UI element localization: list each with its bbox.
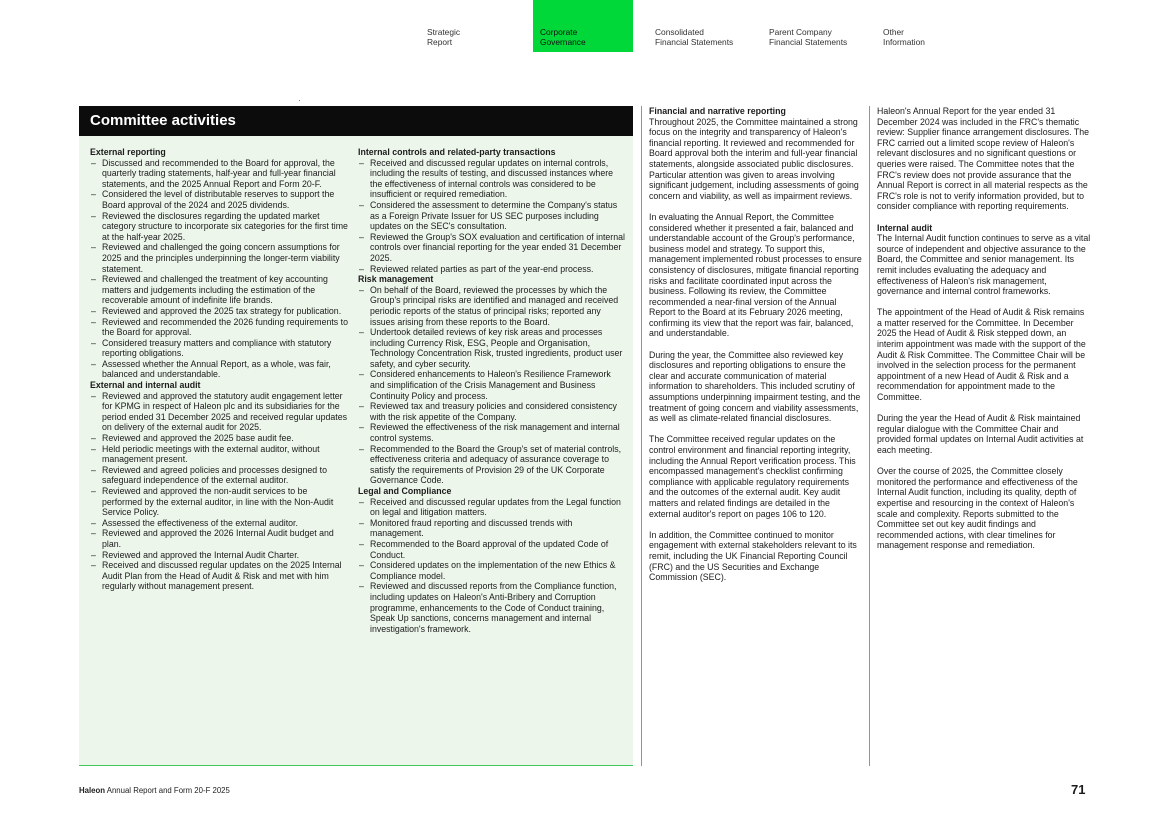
list-item: – Considered enhancements to Haleon's Resilience Framework and simplification of the Crisis Management and Business Continuity Policy and process. (358, 369, 626, 401)
list-item: – Assessed the effectiveness of the external auditor. (90, 518, 348, 529)
list-item: – Reviewed the Group's SOX evaluation and certification of internal controls over financial reporting for the year ended 31 December 2025. (358, 232, 626, 264)
list-item: – Held periodic meetings with the external auditor, without management present. (90, 444, 348, 465)
list-item: – Considered updates on the implementation of the new Ethics & Compliance model. (358, 560, 626, 581)
committee-activities-panel (79, 106, 633, 766)
footer-report-title (79, 786, 230, 795)
section-heading-external-internal-audit: External and internal audit (90, 380, 201, 391)
list-item: – Reviewed related parties as part of the year-end process. (358, 264, 626, 275)
paragraph: The appointment of the Head of Audit & Risk remains a matter reserved for the Committee. In December 2025 the Head of Audit & Risk stepped down, an interim appointment was made with the support of the Audit & Risk Committee. The Committee Chair will be involved in the selection process for the permanent appointment of a new Head of Audit & Risk and a recommendation for appointment made to the Committee. (877, 307, 1086, 403)
paragraph: The Committee received regular updates on the control environment and financial reporting integrity, including the Annual Report verification process. This encompassed management's checklist confirming compliance with applicable regulatory requirements and the outcomes of the external audit. Key audit matters and related findings are detailed in the external auditor's report on pages 106 to 120. (649, 434, 856, 519)
section-heading-external-reporting: External reporting (90, 147, 166, 157)
nav-tab-parent-company-financial-statements[interactable] (762, 0, 872, 52)
nav-tab-label: Parent Company Financial Statements (769, 27, 848, 47)
paragraph: The Internal Audit function continues to serve as a vital source of independent and objective assurance to the Board, the Committee and senior management. Its remit includes evaluating the adequacy and effectiveness of Haleon's risk management, governance and internal control frameworks. (877, 233, 1091, 297)
section-heading-internal-controls: Internal controls and related-party transactions (358, 147, 556, 157)
nav-tab-corporate-governance[interactable] (533, 0, 633, 52)
paragraph: In addition, the Committee continued to monitor engagement with external stakeholders relevant to its remit, including the UK Financial Reporting Council (FRC) and the US Securities and Exchange Commission (SEC). (649, 529, 857, 583)
decorative-dot (299, 100, 300, 101)
list-item: – Reviewed the disclosures regarding the updated market category structure to incorporate six categories for the first time at the half-year 2025. (90, 211, 348, 243)
nav-tab-consolidated-financial-statements[interactable] (648, 0, 758, 52)
list-item: – Assessed whether the Annual Report, as a whole, was fair, balanced and understandable. (90, 359, 348, 380)
paragraph: During the year the Head of Audit & Risk maintained regular dialogue with the Committee Chair and provided formal updates on Internal Audit activities at each meeting. (877, 413, 1084, 455)
list-item: – Reviewed and approved the non-audit services to be performed by the external auditor, in line with the Non-Audit Service Policy. (90, 486, 348, 518)
list-item: – Reviewed and approved the 2025 tax strategy for publication. (90, 306, 348, 317)
panel-column-1 (90, 147, 348, 592)
list-item: – Reviewed the effectiveness of the risk management and internal control systems. (358, 422, 626, 443)
paragraph: Haleon's Annual Report for the year ended 31 December 2024 was included in the FRC's thematic review: Supplier finance arrangement disclosures. The FRC carried out a limited scope review of Haleon's relevant disclosures and no significant questions or queries were raised. The Committee notes that the FRC's review does not provide assurance that the Annual Report is correct in all material respects as the FRC's role is not to verify information provided, but to consider compliance with reporting requirements. (877, 106, 1090, 212)
section-heading-risk-management: Risk management (358, 274, 434, 285)
page-number: 71 (1071, 782, 1086, 797)
section-heading-financial-narrative-reporting: Financial and narrative reporting (649, 106, 786, 116)
list-item: – Discussed and recommended to the Board for approval, the quarterly trading statements, half-year and full-year financial statements, and the 2025 Annual Report and Form 20-F. (90, 158, 348, 190)
section-heading-legal-compliance: Legal and Compliance (358, 486, 452, 496)
paragraph: Throughout 2025, the Committee maintained a strong focus on the integrity and transparency of Haleon's financial reporting. It reviewed and recommended for Board approval both the interim and full-year financial statements, alongside associated public disclosures. Particular attention was given to areas involving significant judgement, including assessments of going concern and viability, as well as impairment reviews. (649, 116, 859, 201)
nav-tab-label: Other Information (883, 27, 925, 47)
list-item: – On behalf of the Board, reviewed the processes by which the Group's principal risks are identified and managed and received periodic reports of the status of principal risks; reported any issues arising from these reports to the Board. (358, 285, 626, 327)
external-reporting-list (90, 158, 348, 380)
nav-tab-label: Strategic Report (427, 27, 461, 47)
list-item: – Reviewed and approved the Internal Audit Charter. (90, 550, 348, 561)
column-divider (869, 106, 870, 766)
nav-tab-label: Corporate Governance (540, 27, 586, 47)
internal-controls-list (358, 158, 626, 275)
list-item: – Considered the level of distributable reserves to support the Board approval of the 2024 and 2025 dividends. (90, 189, 348, 210)
list-item: – Monitored fraud reporting and discussed trends with management. (358, 518, 626, 539)
list-item: – Reviewed and approved the 2026 Internal Audit budget and plan. (90, 528, 348, 549)
list-item: – Considered treasury matters and compliance with statutory reporting obligations. (90, 338, 348, 359)
list-item: – Reviewed and approved the statutory audit engagement letter for KPMG in respect of Haleon plc and its subsidiaries for the period ended 31 December 2025 and received regular updates on delivery of the external audit for 2025. (90, 391, 348, 433)
list-item: – Received and discussed regular updates on the 2025 Internal Audit Plan from the Head of Audit & Risk and met with him regularly without management present. (90, 560, 348, 592)
list-item: – Reviewed and challenged the going concern assumptions for 2025 and the principles underpinning the longer-term viability statement. (90, 242, 348, 274)
paragraph: During the year, the Committee also reviewed key disclosures and reporting obligations to ensure the clear and accurate communication of material information to shareholders. This included scrutiny of assumptions underpinning impairment testing, and the treatment of going concern and viability assessments, as well as climate-related financial disclosures. (649, 349, 861, 424)
list-item: – Recommended to the Board approval of the updated Code of Conduct. (358, 539, 626, 560)
list-item: – Received and discussed regular updates from the Legal function on legal and litigation matters. (358, 497, 626, 518)
column-divider (641, 106, 642, 766)
list-item: – Reviewed and discussed reports from the Compliance function, including updates on Haleon's Anti-Bribery and Corruption programme, enhancements to the Code of Conduct training, Speak Up sanctions, concerns management and internal investigation's framework. (358, 581, 626, 634)
list-item: – Reviewed and challenged the treatment of key accounting matters and judgements including the estimation of the recoverable amount of indefinite life brands. (90, 274, 348, 306)
list-item: – Considered the assessment to determine the Company's status as a Foreign Private Issuer for US SEC purposes including updates on the SEC's consultation. (358, 200, 626, 232)
footer-brand: Haleon (79, 786, 105, 795)
nav-tab-label: Consolidated Financial Statements (655, 27, 734, 47)
list-item: – Undertook detailed reviews of key risk areas and processes including Currency Risk, ESG, People and Organisation, Technology Concentration Risk, trusted ingredients, product user safety, and cyber security. (358, 327, 626, 369)
section-navigation (0, 0, 1168, 52)
list-item: – Reviewed and agreed policies and processes designed to safeguard independence of the external auditor. (90, 465, 348, 486)
external-internal-audit-list (90, 391, 348, 592)
nav-tab-other-information[interactable] (876, 0, 976, 52)
nav-tab-strategic-report[interactable] (420, 0, 520, 52)
paragraph: Over the course of 2025, the Committee closely monitored the performance and effectiveness of the Internal Audit function, including its quality, depth of expertise and resourcing in the context of Haleon's scale and complexity. Reports submitted to the Committee set out key audit findings and recommended actions, with clear timelines for management response and remediation. (877, 466, 1078, 551)
panel-title: Committee activities (79, 106, 633, 136)
section-heading-internal-audit: Internal audit (877, 222, 933, 233)
footer-text: Annual Report and Form 20-F 2025 (106, 786, 230, 795)
financial-narrative-reporting-column (649, 106, 863, 593)
legal-compliance-list (358, 497, 626, 635)
paragraph: In evaluating the Annual Report, the Committee considered whether it presented a fair, balanced and understandable account of the Group's performance, business model and strategy. To support this, management implemented robust processes to ensure consistency of disclosures, mitigate financial reporting risks and facilitate coordinated input across the business. Following its review, the Committee recommended a near-final version of the Annual Report to the Board at its February 2026 meeting, confirming its view that the report was fair, balanced, and understandable. (649, 211, 862, 339)
list-item: – Reviewed and recommended the 2026 funding requirements to the Board for approval. (90, 317, 348, 338)
risk-management-list (358, 285, 626, 486)
list-item: – Reviewed tax and treasury policies and considered consistency with the risk appetite of the Company. (358, 401, 626, 422)
list-item: – Received and discussed regular updates on internal controls, including the results of testing, and discussed instances where the effectiveness of internal controls was considered to be insufficient or required remediation. (358, 158, 626, 200)
list-item: – Reviewed and approved the 2025 base audit fee. (90, 433, 348, 444)
internal-audit-column (877, 106, 1091, 562)
list-item: – Recommended to the Board the Group's set of material controls, effectiveness criteria and adequacy of assurance coverage to satisfy the requirements of Provision 29 of the UK Corporate Governance Code. (358, 444, 626, 486)
panel-column-2 (358, 147, 626, 634)
